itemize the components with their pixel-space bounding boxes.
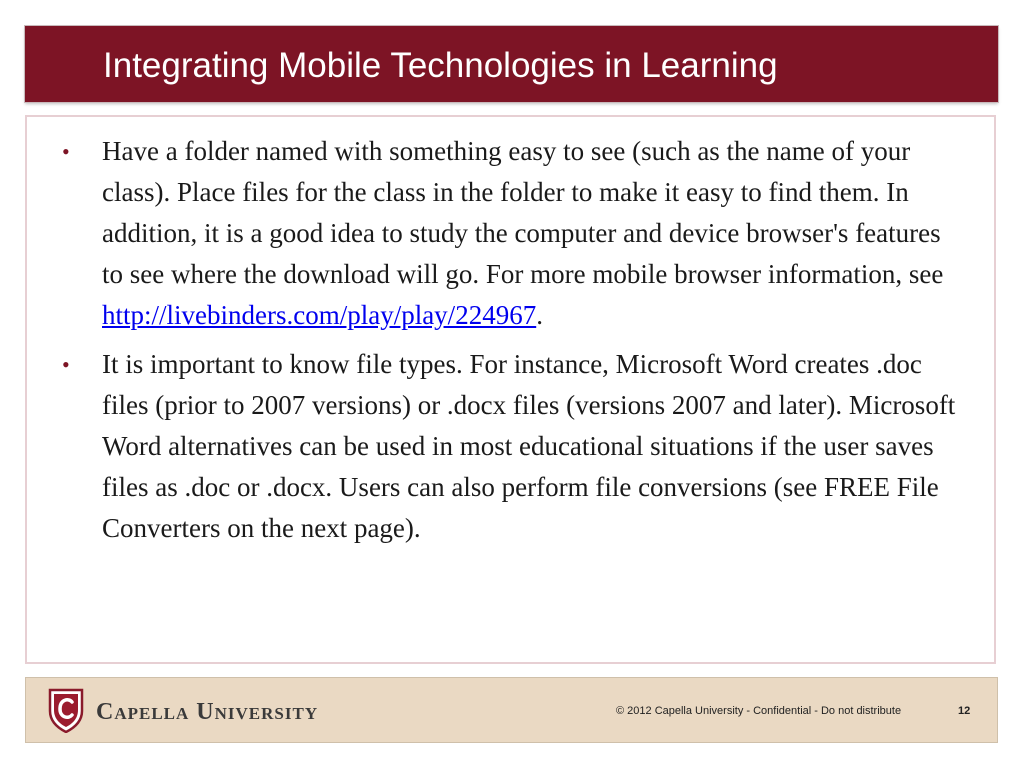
footer <box>25 677 998 743</box>
bullet-suffix: . <box>536 300 543 330</box>
capella-shield-icon <box>48 687 84 733</box>
bullet-list <box>62 131 962 557</box>
title-bar <box>25 26 998 102</box>
bullet-glyph: • <box>62 352 70 377</box>
copyright-notice: © 2012 Capella University - Confidential - Do not distribute <box>616 705 902 717</box>
bullet-item <box>62 131 962 336</box>
slide-title: Integrating Mobile Technologies in Learning <box>103 46 778 85</box>
bullet-item <box>62 344 962 549</box>
page-number: 12 <box>958 705 971 717</box>
bullet-text: It is important to know file types. For instance, Microsoft Word creates .doc files (prior to 2007 versions) or .docx files (versions 2007 and later). Microsoft Word alternatives can be used in most educational situations if the user saves files as .doc or .docx. Users can also perform file conversions (see FREE File Converters on the next page). <box>102 349 956 543</box>
content-box <box>25 115 996 664</box>
bullet-text: Have a folder named with something easy to see (such as the name of your class). Place files for the class in the folder to make it easy to find them. In addition, it is a good idea to study the computer and device browser's features to see where the download will go. For more mobile browser information, see <box>102 136 944 289</box>
capella-logo-text: Capella University <box>96 699 319 725</box>
livebinders-link[interactable]: http://livebinders.com/play/play/224967 <box>102 300 537 330</box>
bullet-glyph: • <box>62 139 70 164</box>
